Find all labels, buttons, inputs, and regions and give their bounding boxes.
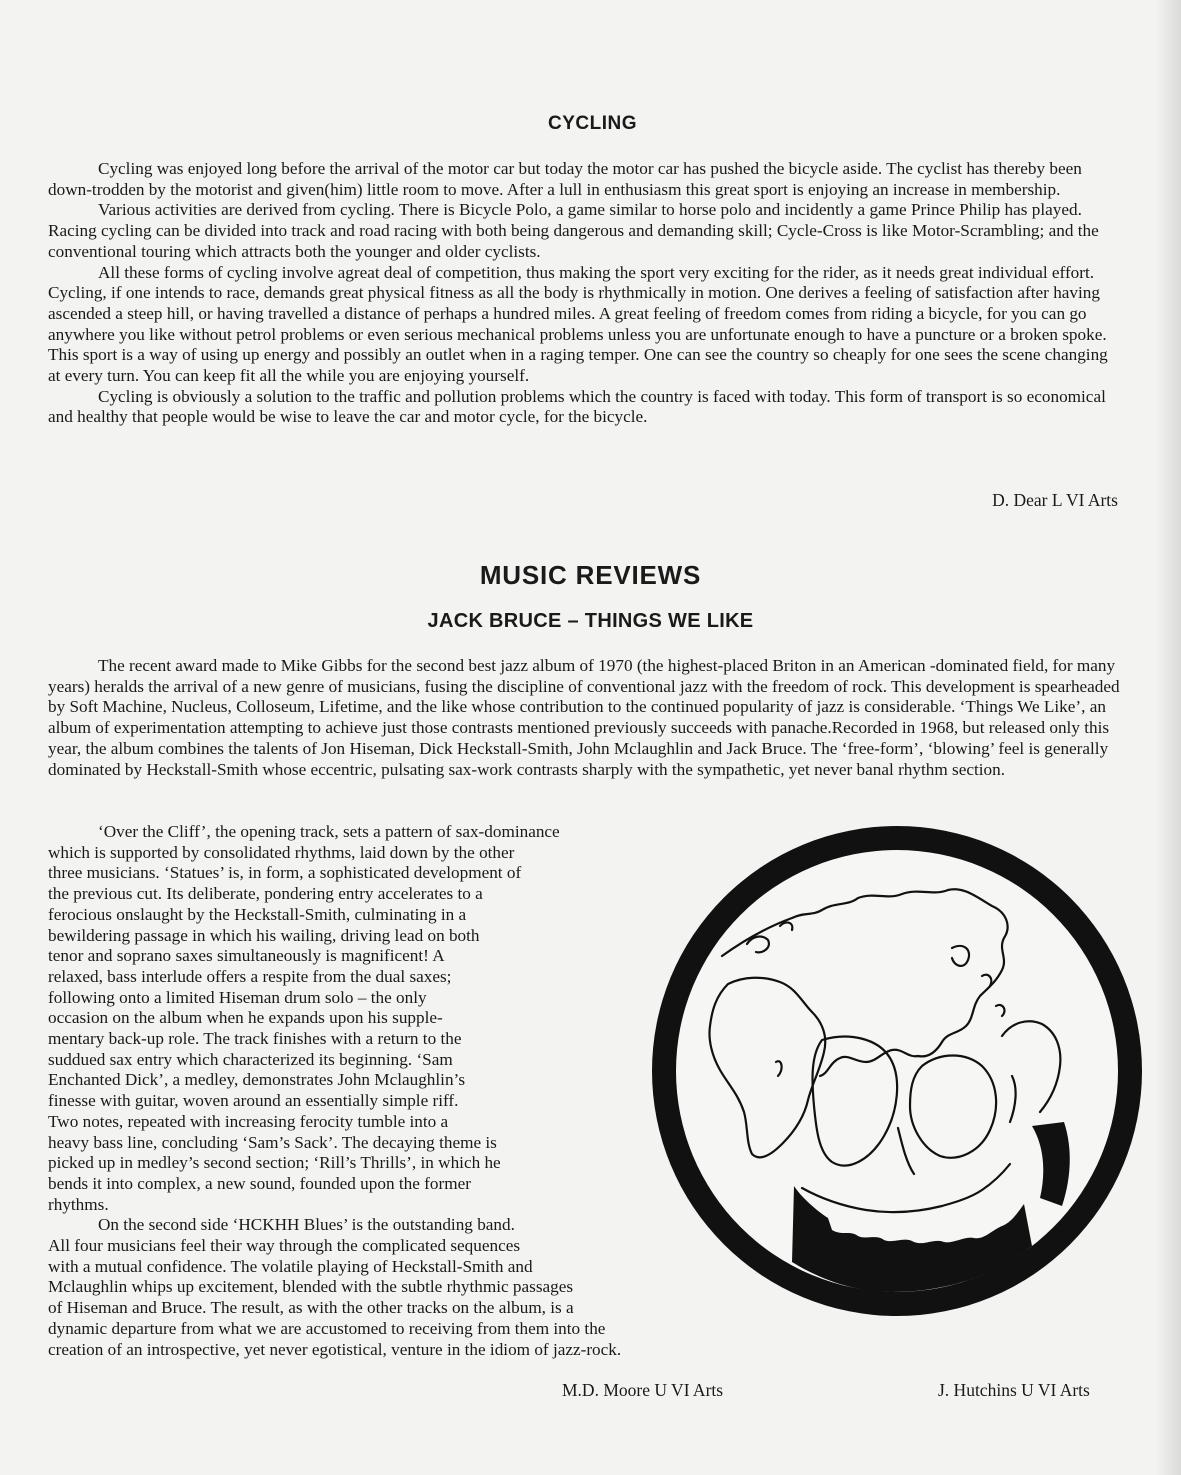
review-intro-paragraph bbox=[48, 656, 1123, 780]
review-signature-moore: M.D. Moore U VI Arts bbox=[562, 1380, 724, 1400]
page-edge-shadow bbox=[1155, 0, 1181, 1475]
review-line: picked up in medley’s second section; ‘Rill’s Thrills’, in which he bbox=[48, 1153, 501, 1173]
review-line: the previous cut. Its deliberate, pondering entry accelerates to a bbox=[48, 884, 483, 904]
review-line: following onto a limited Hiseman drum solo – the only bbox=[48, 987, 427, 1007]
review-line: of Hiseman and Bruce. The result, as with the other tracks on the album, is a bbox=[48, 1298, 574, 1318]
review-line: All four musicians feel their way through the complicated sequences bbox=[48, 1236, 521, 1256]
review-line: ‘Over the Cliff’, the opening track, sets a pattern of sax-dominance bbox=[98, 822, 560, 841]
review-line: dynamic departure from what we are accustomed to receiving from them into the bbox=[48, 1318, 606, 1338]
review-subheading: JACK BRUCE – THINGS WE LIKE bbox=[427, 610, 754, 632]
review-line: creation of an introspective, yet never egotistical, venture in the idiom of jazz-rock. bbox=[48, 1339, 622, 1359]
review-paragraph: The recent award made to Mike Gibbs for the second best jazz album of 1970 (the highest-placed Briton in an American -dominated field, for many years) heralds the arrival of a new genre of musicians, fusing the discipline of conventional jazz with the freedom of rock. This development is spearheaded by Soft Machine, Nucleus, Colloseum, Lifetime, and the like whose contribution to the continued popularity of jazz is considerable. ‘Things We Like’, an album of experimentation attempting to achieve just those contrasts mentioned previously succeeds with panache.Recorded in 1968, but released only this year, the album combines the talents of Jon Hiseman, Dick Heckstall-Smith, John Mclaughlin and Jack Bruce. The ‘free-form’, ‘blowing’ feel is generally dominated by Heckstall-Smith whose eccentric, pulsating sax-work contrasts sharply with the sympathetic, yet never banal rhythm section. bbox=[48, 656, 1120, 779]
review-line: bewildering passage in which his wailing, driving lead on both bbox=[48, 925, 480, 945]
cycling-paragraph: All these forms of cycling involve agreat deal of competition, thus making the sport very exciting for the rider, as it needs great individual effort. Cycling, if one intends to race, demands great physical fitness as all the body is rhythmically in motion. One derives a feeling of satisfaction after having ascended a steep hill, or having travelled a distance of perhaps a hundred miles. A great feeling of freedom comes from riding a bicycle, for you can go anywhere you like without petrol problems or even serious mechanical problems unless you are unfortunate enough to have a puncture or a broken spoke. This sport is a way of using up energy and possibly an outlet when in a raging temper. One can see the country so cheaply for one sees the scene changing at every turn. You can keep fit all the while you are enjoying yourself. bbox=[48, 262, 1108, 386]
review-line: with a mutual confidence. The volatile playing of Heckstall-Smith and bbox=[48, 1256, 533, 1276]
review-line: finesse with guitar, woven around an essentially simple riff. bbox=[48, 1091, 459, 1111]
review-line: tenor and soprano saxes simultaneously is magnificent! A bbox=[48, 946, 445, 966]
review-line: relaxed, bass interlude offers a respite from the dual saxes; bbox=[48, 966, 452, 986]
review-line: three musicians. ‘Statues’ is, in form, a sophisticated development of bbox=[48, 863, 522, 883]
cycling-paragraph: Cycling is obviously a solution to the traffic and pollution problems which the country is faced with today. This form of transport is so economical and healthy that people would be wise to leave the car and motor cycle, for the bicycle. bbox=[48, 386, 1106, 427]
review-line: suddued sax entry which characterized its beginning. ‘Sam bbox=[48, 1049, 453, 1069]
review-line: bends it into complex, a new sound, founded upon the former bbox=[48, 1173, 471, 1193]
review-line: mentary back-up role. The track finishes with a return to the bbox=[48, 1029, 462, 1049]
review-line: On the second side ‘HCKHH Blues’ is the outstanding band. bbox=[98, 1215, 515, 1235]
review-line: rhythms. bbox=[48, 1194, 109, 1214]
review-line: heavy bass line, concluding ‘Sam’s Sack’. The decaying theme is bbox=[48, 1132, 497, 1152]
review-line: Two notes, repeated with increasing ferocity tumble into a bbox=[48, 1111, 449, 1131]
review-line: occasion on the album when he expands upon his supple- bbox=[48, 1008, 443, 1028]
review-line: ferocious onslaught by the Heckstall-Smith, culminating in a bbox=[48, 904, 467, 924]
review-body-column bbox=[48, 822, 748, 1360]
review-line: Enchanted Dick’, a medley, demonstrates John Mclaughlin’s bbox=[48, 1070, 466, 1090]
cycling-paragraph: Cycling was enjoyed long before the arrival of the motor car but today the motor car has pushed the bicycle aside. The cyclist has thereby been down-trodden by the motorist and given(him) little room to move. After a lull in enthusiasm this great sport is enjoying an increase in membership. bbox=[48, 159, 1082, 199]
music-reviews-heading: MUSIC REVIEWS bbox=[479, 560, 702, 590]
globe-skull-illustration bbox=[652, 826, 1142, 1316]
cycling-heading: CYCLING bbox=[548, 113, 637, 134]
review-line: which is supported by consolidated rhythms, laid down by the other bbox=[48, 842, 515, 862]
cycling-paragraph: Various activities are derived from cycling. There is Bicycle Polo, a game similar to horse polo and incidently a game Prince Philip has played. Racing cycling can be divided into track and road racing with both being dangerous and demanding skill; Cycle-Cross is like Motor-Scrambling; and the conventional touring which attracts both the younger and older cyclists. bbox=[48, 200, 1099, 261]
cycling-signature: D. Dear L VI Arts bbox=[992, 490, 1118, 510]
review-signature-hutchins: J. Hutchins U VI Arts bbox=[938, 1380, 1090, 1400]
cycling-article bbox=[48, 159, 1112, 428]
review-line: Mclaughlin whips up excitement, blended with the subtle rhythmic passages bbox=[48, 1277, 574, 1297]
